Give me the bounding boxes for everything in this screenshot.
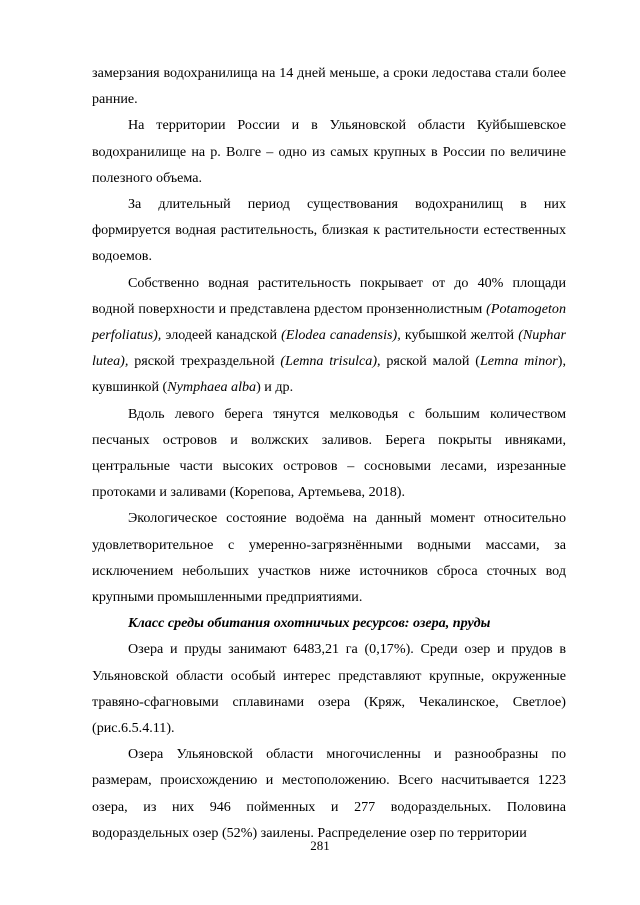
paragraph-continuation: замерзания водохранилища на 14 дней меньше, а сроки ледостава стали более ранние.: [92, 65, 566, 108]
section-heading: Класс среды обитания охотничьих ресурсов: озера, пруды: [128, 615, 491, 632]
paragraph-aquatic-vegetation-species: [92, 270, 566, 401]
document-body: [92, 60, 566, 846]
paragraph-lakes-ponds-area: Озера и пруды занимают 6483,21 га (0,17%). Среди озер и прудов в Ульяновской области особый интерес представляют крупные, окруженные травяно-сфагновыми сплавинами озера (Кряж, Чекалинское, Светлое) (рис.6.5.4.11).: [92, 641, 566, 737]
paragraph-ecological-state: Экологическое состояние водоёма на данный момент относительно удовлетворительное с умеренно-загрязнёнными водными массами, за исключением небольших участков ниже источников сброса сточных вод крупными промышленными предприятиями.: [92, 510, 566, 606]
species-name: (Potamogeton perfoliatus),: [92, 300, 566, 344]
paragraph-aquatic-vegetation-formation: За длительный период существования водохранилищ в них формируется водная растительность, близкая к растительности естественных водоемов.: [92, 196, 566, 265]
text-run: ), кувшинкой (: [92, 353, 566, 396]
species-name: Nymphaea alba: [167, 379, 257, 396]
species-name: (Elodea canadensis),: [281, 327, 401, 344]
paragraph-lakes-count: Озера Ульяновской области многочисленны и разнообразны по размерам, происхождению и местоположению. Всего насчитывается 1223 озера, из них 946 пойменных и 277 водораздельных. Половина водораздельных озер (52%) заилены. Распределение озер по территории: [92, 746, 566, 841]
text-run: , ряской малой (: [377, 353, 480, 370]
text-run: ) и др.: [256, 379, 294, 396]
species-name: Lemna minor: [479, 353, 558, 370]
page-number: 281: [310, 838, 330, 853]
species-name: (Lemna trisulca): [280, 353, 378, 370]
text-run: элодеей канадской: [161, 327, 282, 344]
paragraph-left-bank: Вдоль левого берега тянутся мелководья с большим количеством песчаных островов и волжских заливов. Берега покрыты ивняками, центральные части высоких островов – сосновыми лесами, изрезанные протоками и заливами (Корепова, Артемьева, 2018).: [92, 405, 566, 501]
text-run: Собственно водная растительность покрывает от до 40% площади водной поверхности и представлена рдестом пронзеннолистным: [92, 274, 566, 317]
text-run: ряской трехраздельной: [128, 353, 281, 370]
paragraph-kuibyshev-reservoir: На территории России и в Ульяновской области Куйбышевское водохранилище на р. Волге – одно из самых крупных в России по величине полезного объема.: [92, 117, 566, 186]
text-run: кубышкой желтой: [400, 327, 519, 344]
species-name: (Nuphar lutea),: [92, 327, 566, 370]
